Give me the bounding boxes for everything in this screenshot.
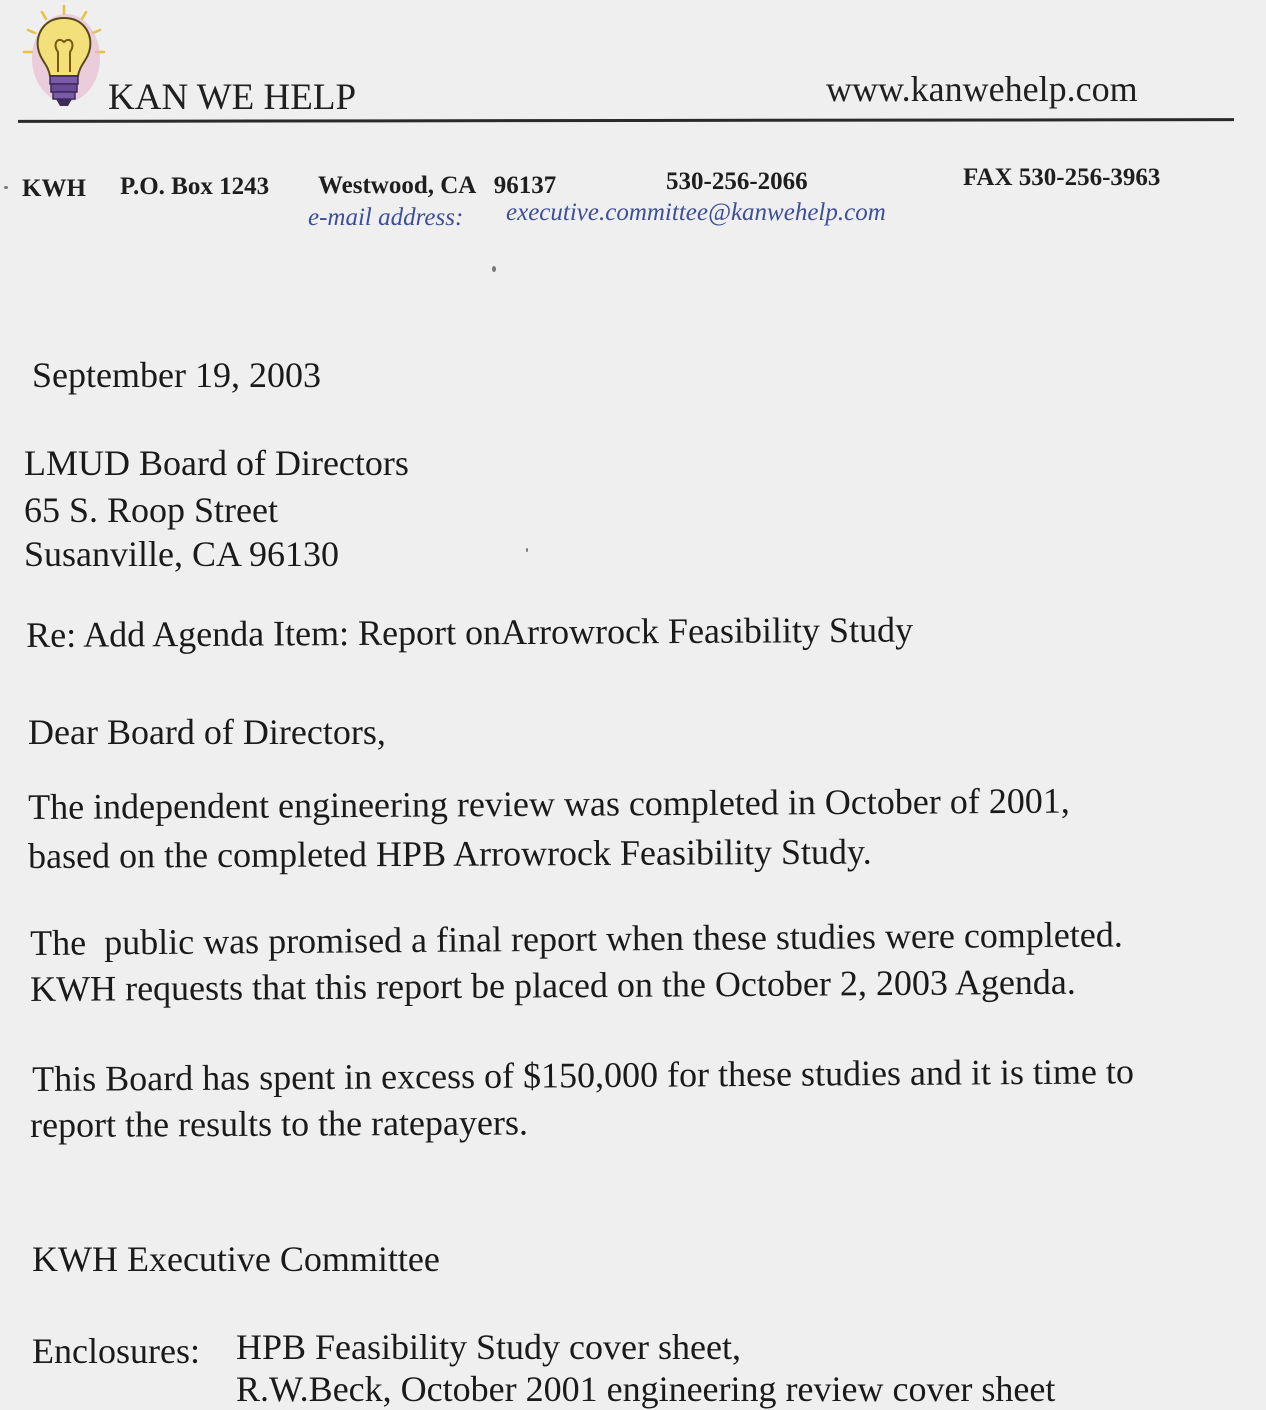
enclosures-label: Enclosures: (32, 1331, 200, 1371)
scan-speck (526, 548, 528, 552)
paragraph-3-line-2: report the results to the ratepayers. (30, 1102, 529, 1145)
paragraph-2-line-2: KWH requests that this report be placed on the October 2, 2003 Agenda. (30, 961, 1076, 1009)
paragraph-3-line-1: This Board has spent in excess of $150,000 for these studies and it is time to (32, 1051, 1135, 1099)
enclosure-item-1: HPB Feasibility Study cover sheet, (236, 1327, 741, 1367)
phone-number: 530-256-2066 (666, 168, 808, 195)
email-label: e-mail address: (308, 204, 464, 231)
paragraph-1-line-1: The independent engineering review was completed in October of 2001, (28, 780, 1070, 827)
signature: KWH Executive Committee (32, 1239, 440, 1279)
scan-speck (492, 266, 496, 272)
scan-speck (4, 186, 8, 189)
subject-line: Re: Add Agenda Item: Report onArrowrock Feasibility Study (26, 609, 914, 655)
email-address: executive.committee@kanwehelp.com (506, 199, 886, 226)
paragraph-2-line-1: The public was promised a final report when these studies were completed. (30, 914, 1123, 963)
recipient-line-2: 65 S. Roop Street (24, 490, 279, 530)
letter-date: September 19, 2003 (32, 355, 321, 395)
org-abbreviation: KWH (22, 175, 86, 202)
paragraph-1-line-2: based on the completed HPB Arrowrock Feasibility Study. (28, 831, 872, 876)
recipient-line-3: Susanville, CA 96130 (24, 534, 340, 574)
organization-name: KAN WE HELP (108, 77, 357, 118)
letterhead-divider (18, 118, 1234, 123)
po-box: P.O. Box 1243 (120, 173, 270, 200)
website-url: www.kanwehelp.com (826, 69, 1138, 109)
fax-number: FAX 530-256-3963 (963, 164, 1161, 191)
greeting: Dear Board of Directors, (28, 712, 386, 752)
recipient-line-1: LMUD Board of Directors (24, 443, 409, 483)
city-state-zip: Westwood, CA 96137 (318, 172, 557, 199)
enclosure-item-2: R.W.Beck, October 2001 engineering review cover sheet (236, 1369, 1056, 1409)
lightbulb-logo-icon (14, 0, 114, 118)
